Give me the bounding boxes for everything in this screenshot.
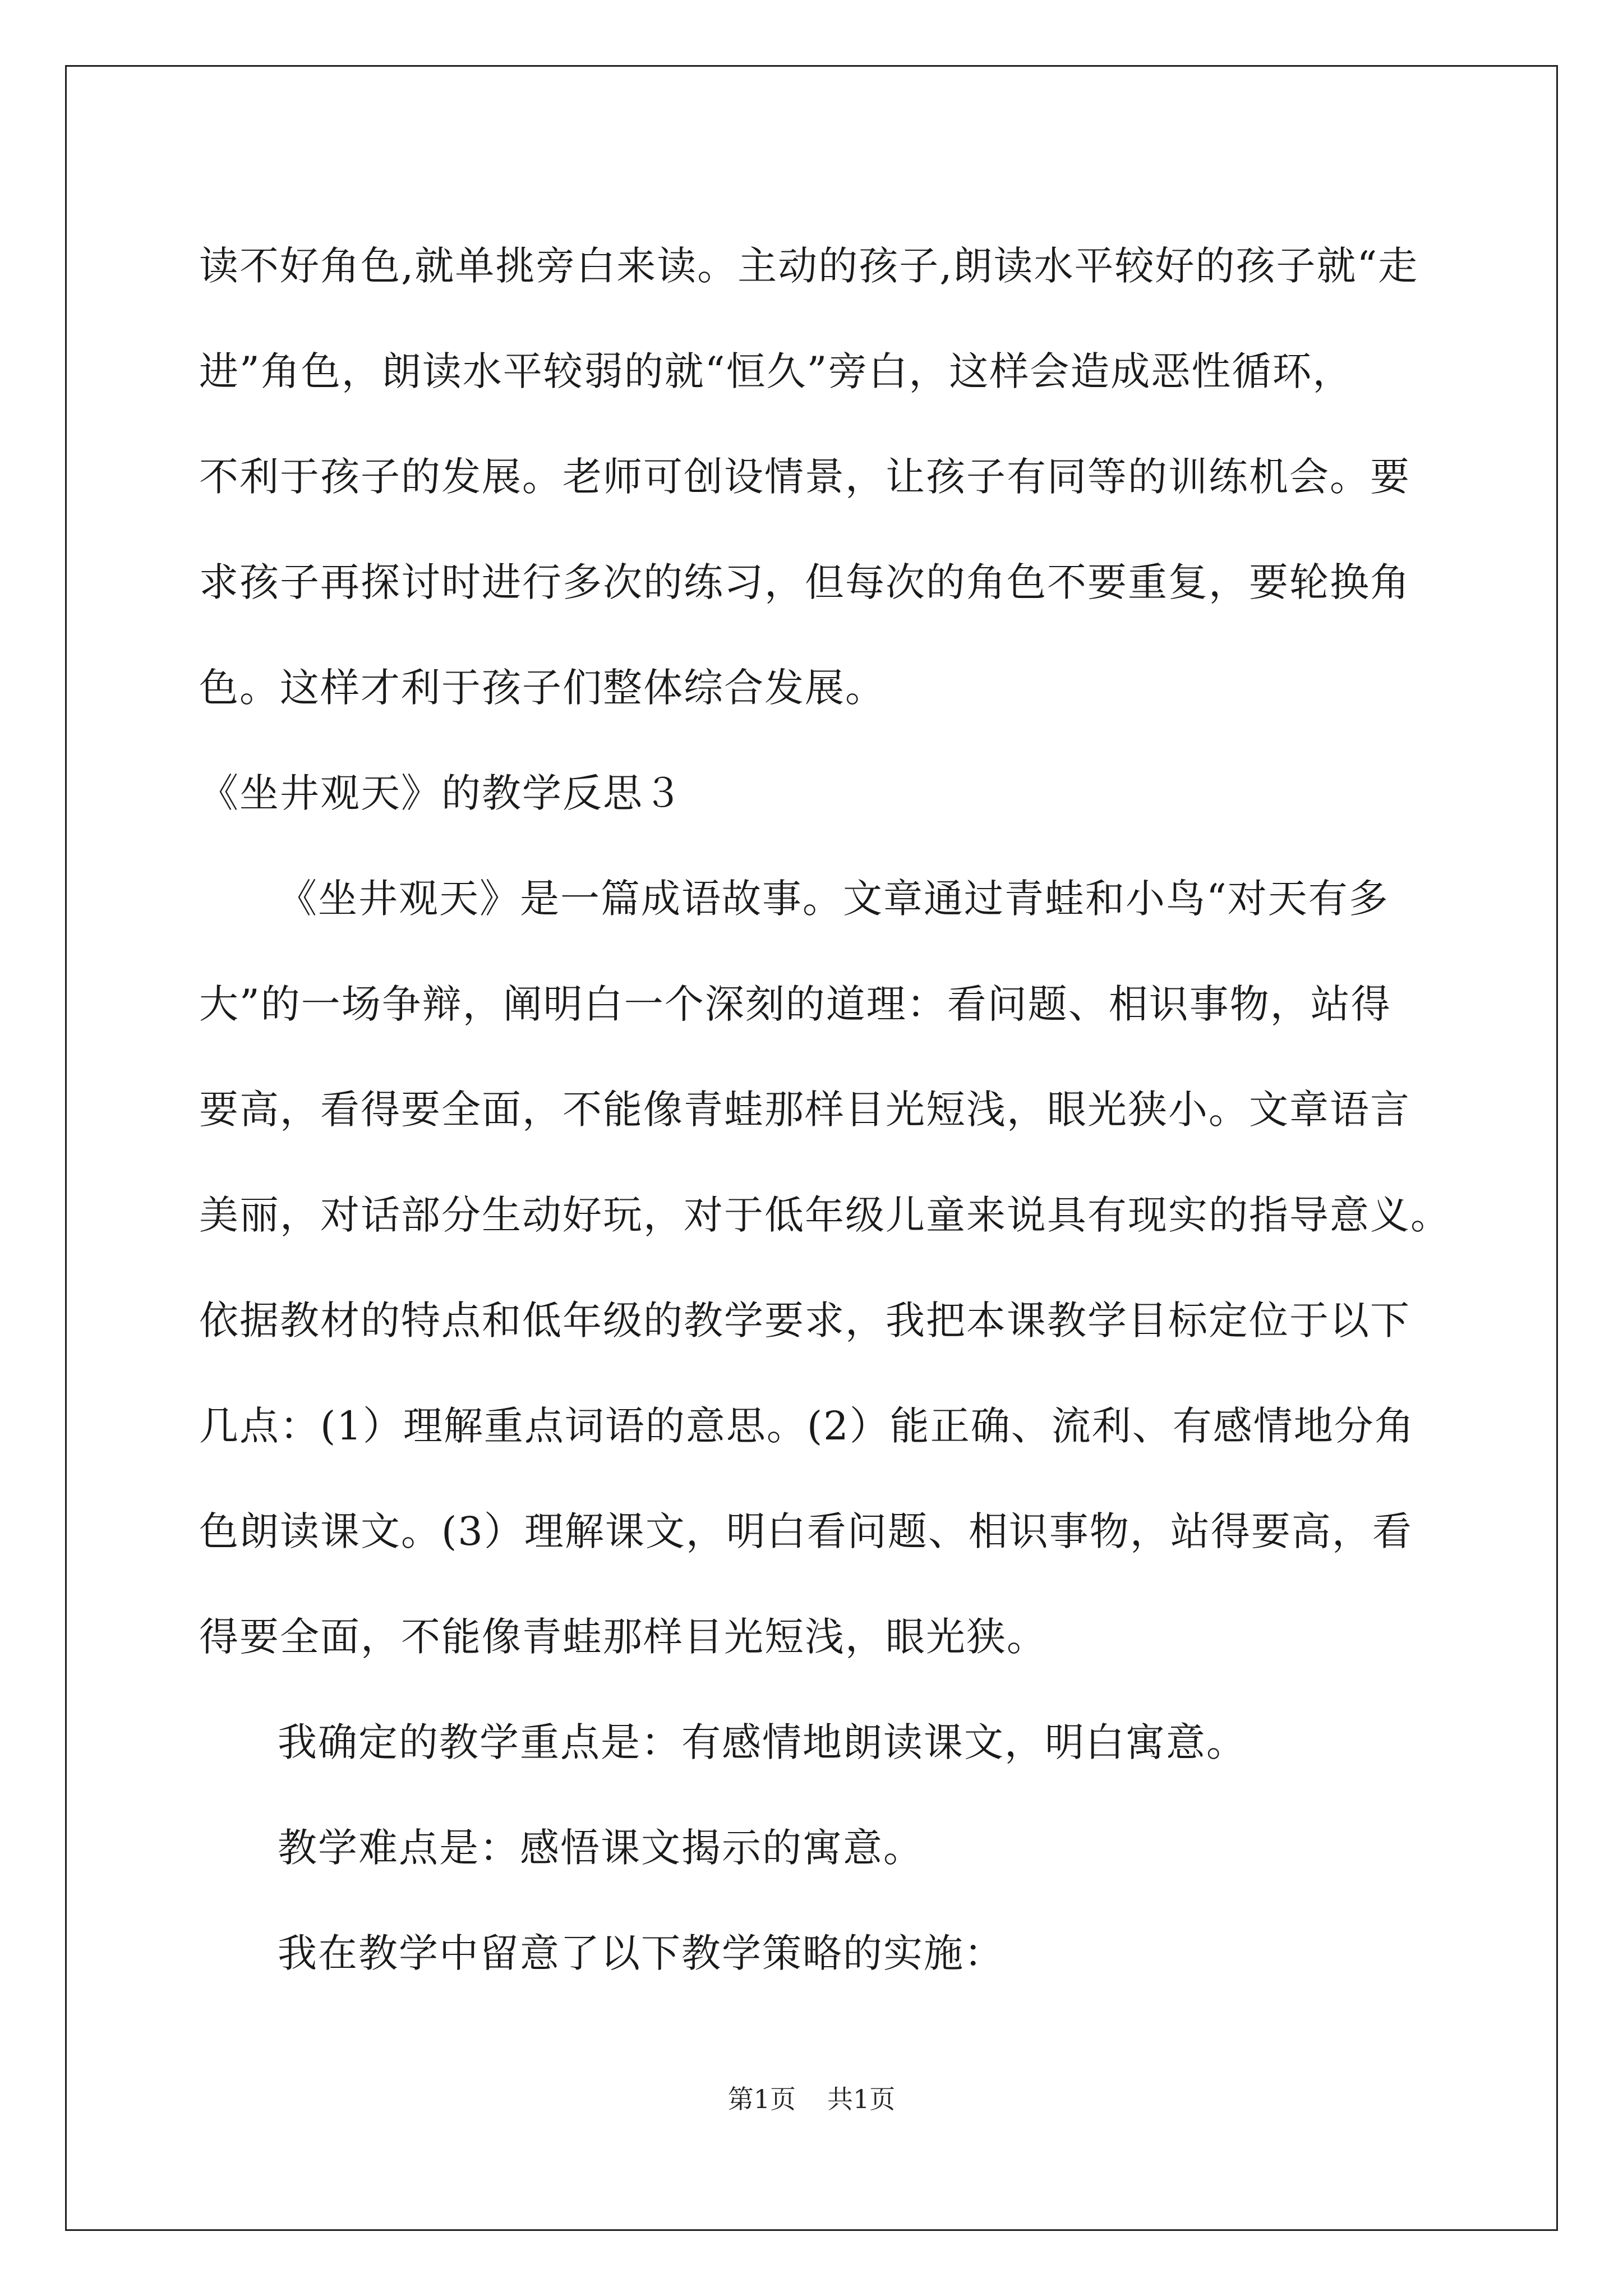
section-heading: 《坐井观天》的教学反思３ [199, 770, 684, 816]
text-line: 依据教材的特点和低年级的教学要求，我把本课教学目标定位于以下 [199, 1297, 1410, 1343]
text-line: 要高，看得要全面，不能像青蛙那样目光短浅，眼光狭小。文章语言 [199, 1087, 1410, 1133]
paragraph-first-line: 教学难点是：感悟课文揭示的寓意。 [278, 1825, 924, 1871]
page-number: 第1页 [727, 2084, 796, 2114]
page-total: 共1页 [827, 2084, 896, 2114]
text-line: 几点：(1）理解重点词语的意思。(2）能正确、流利、有感情地分角 [199, 1403, 1415, 1449]
text-line: 不利于孩子的发展。老师可创设情景，让孩子有同等的训练机会。要 [199, 454, 1410, 500]
text-line: 美丽，对话部分生动好玩，对于低年级儿童来说具有现实的指导意义。 [199, 1192, 1451, 1238]
text-line: 色朗读课文。(3）理解课文，明白看问题、相识事物，站得要高，看 [199, 1508, 1413, 1554]
text-line: 得要全面，不能像青蛙那样目光短浅，眼光狭。 [199, 1614, 1047, 1660]
text-line: 进”角色，朗读水平较弱的就“恒久”旁白，这样会造成恶性循环， [199, 348, 1353, 394]
text-line: 求孩子再探讨时进行多次的练习，但每次的角色不要重复，要轮换角 [199, 559, 1410, 605]
text-line: 读不好角色,就单挑旁白来读。主动的孩子,朗读水平较好的孩子就“走 [199, 243, 1419, 289]
document-body [199, 213, 1451, 2006]
paragraph-first-line: 《坐井观天》是一篇成语故事。文章通过青蛙和小鸟“对天有多 [278, 876, 1389, 922]
page-footer [0, 2082, 1623, 2116]
text-line: 色。这样才利于孩子们整体综合发展。 [199, 665, 886, 711]
paragraph-first-line: 我确定的教学重点是：有感情地朗读课文，明白寓意。 [278, 1719, 1247, 1765]
paragraph-first-line: 我在教学中留意了以下教学策略的实施： [278, 1930, 1004, 1976]
text-line: 大”的一场争辩，阐明白一个深刻的道理：看问题、相识事物，站得 [199, 981, 1391, 1027]
